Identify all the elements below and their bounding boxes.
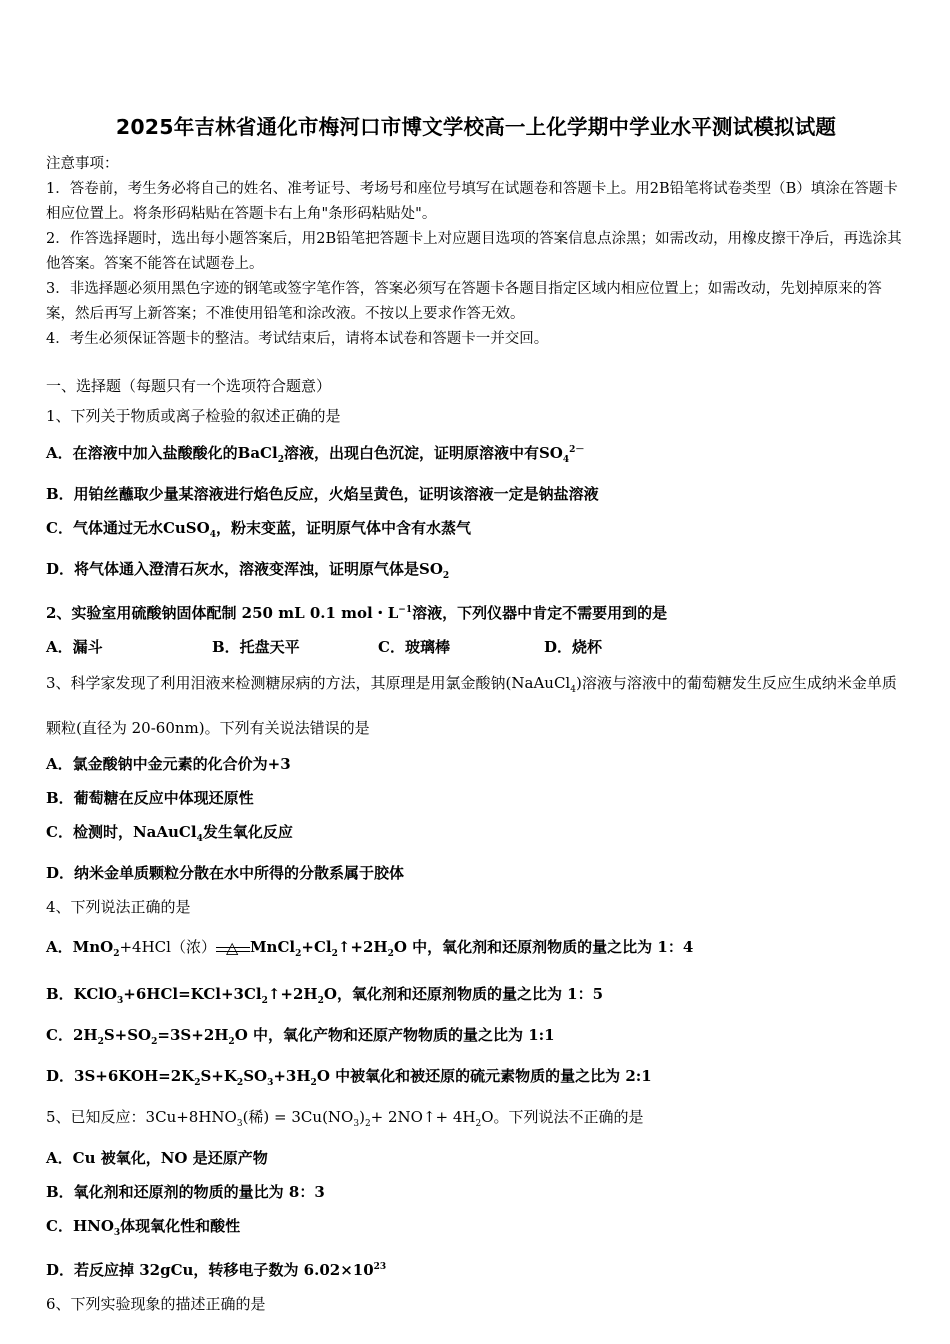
option-d: D．若反应掉 32gCu，转移电子数为 $6.02\times 10^{23}$ bbox=[46, 1261, 387, 1279]
notes-heading: 注意事项： bbox=[46, 156, 119, 172]
option-c: C．检测时，NaAuCl$_4$发生氧化反应 bbox=[46, 823, 293, 844]
option-b: B．氧化剂和还原剂的物质的量比为 8：3 bbox=[46, 1183, 325, 1201]
note-item: 2．作答选择题时，选出每小题答案后，用2B铅笔把答题卡上对应题目选项的答案信息点涂黑；如需改动，用橡皮擦干净后，再选涂其他答案。答案不能答在试题卷上。 bbox=[46, 231, 902, 272]
option-c: C．$HNO_3$体现氧化性和酸性 bbox=[46, 1217, 241, 1238]
question-stem: 3、科学家发现了利用泪液来检测糖尿病的方法，其原理是用氯金酸钠(NaAuCl$_4$)溶液与溶液中的葡萄糖发生反应生成纳米金单质颗粒(直径为 20-60nm)。下列有关说法错误的是 bbox=[46, 674, 897, 737]
question-4 bbox=[46, 890, 906, 1100]
heat-arrow-icon: △ bbox=[216, 939, 250, 957]
option-c: C．$2H_2S+SO_2=3S+2H_2O$ 中，氧化产物和还原产物物质的量之比为 1:1 bbox=[46, 1026, 555, 1047]
notes-section bbox=[46, 152, 906, 352]
note-item: 3．非选择题必须用黑色字迹的钢笔或签字笔作答，答案必须写在答题卡各题目指定区域内相应位置上；如需改动，先划掉原来的答案，然后再写上新答案；不准使用铅笔和涂改液。不按以上要求作答无效。 bbox=[46, 281, 882, 322]
question-2 bbox=[46, 593, 906, 664]
options-row bbox=[46, 630, 906, 664]
question-6 bbox=[46, 1287, 906, 1321]
section-heading: 一、选择题（每题只有一个选项符合题意） bbox=[46, 377, 332, 395]
option-b: B．葡萄糖在反应中体现还原性 bbox=[46, 789, 254, 807]
question-5 bbox=[46, 1100, 906, 1287]
question-stem: 4、下列说法正确的是 bbox=[46, 898, 191, 916]
question-stem: 1、下列关于物质或离子检验的叙述正确的是 bbox=[46, 407, 341, 425]
option-d: D．将气体通入澄清石灰水，溶液变浑浊，证明原气体是$SO_2$ bbox=[46, 560, 450, 581]
page-title: 2025年吉林省通化市梅河口市博文学校高一上化学期中学业水平测试模拟试题 bbox=[115, 115, 837, 139]
option-d: D．烧杯 bbox=[544, 638, 603, 656]
option-a: A．漏斗 bbox=[46, 638, 103, 656]
note-item: 1．答卷前，考生务必将自己的姓名、准考证号、考场号和座位号填写在试题卷和答题卡上。用2B铅笔将试卷类型（B）填涂在答题卡相应位置上。将条形码粘贴在答题卡右上角"条形码粘贴处"。 bbox=[46, 181, 898, 222]
question-stem: 6、下列实验现象的描述正确的是 bbox=[46, 1295, 266, 1313]
option-a: A．MnO$_2$+4HCl（浓） △ $MnCl_2+Cl_2↑+2H_2O$ 中，氧化剂和还原剂物质的量之比为 1：4 bbox=[46, 938, 694, 959]
option-a: A．氯金酸钠中金元素的化合价为+3 bbox=[46, 755, 291, 773]
option-a: A．在溶液中加入盐酸酸化的BaCl$_2$溶液，出现白色沉淀，证明原溶液中有$SO_4^{2-}$ bbox=[46, 444, 585, 465]
option-a: A．Cu 被氧化，NO 是还原产物 bbox=[46, 1149, 268, 1167]
option-d: D．纳米金单质颗粒分散在水中所得的分散系属于胶体 bbox=[46, 864, 405, 882]
option-b: B．用铂丝蘸取少量某溶液进行焰色反应，火焰呈黄色，证明该溶液一定是钠盐溶液 bbox=[46, 485, 599, 503]
option-b: B．$KClO_3+6HCl=KCl+3Cl_2↑+2H_2O$，氧化剂和还原剂物质的量之比为 1：5 bbox=[46, 985, 604, 1006]
exam-page bbox=[46, 110, 906, 1321]
option-c: C．玻璃棒 bbox=[378, 638, 450, 656]
option-d: D．$3S+6KOH=2K_2S+K_2SO_3+3H_2O$ 中被氧化和被还原的硫元素物质的量之比为 2:1 bbox=[46, 1067, 652, 1088]
option-b: B．托盘天平 bbox=[212, 638, 300, 656]
question-stem: 2、实验室用硫酸钠固体配制 250 mL 0.1 mol・$L^{-1}$溶液，下列仪器中肯定不需要用到的是 bbox=[46, 604, 668, 622]
question-1 bbox=[46, 399, 906, 593]
question-stem: 5、已知反应：$3Cu+8HNO_3$(稀) = $3Cu(NO_3)_2+$ 2NO↑+ $4H_2O$。下列说法不正确的是 bbox=[46, 1108, 644, 1129]
note-item: 4．考生必须保证答题卡的整洁。考试结束后，请将本试卷和答题卡一并交回。 bbox=[46, 331, 549, 347]
question-3 bbox=[46, 664, 906, 890]
option-c: C．气体通过无水CuSO$_4$，粉末变蓝，证明原气体中含有水蒸气 bbox=[46, 519, 471, 540]
